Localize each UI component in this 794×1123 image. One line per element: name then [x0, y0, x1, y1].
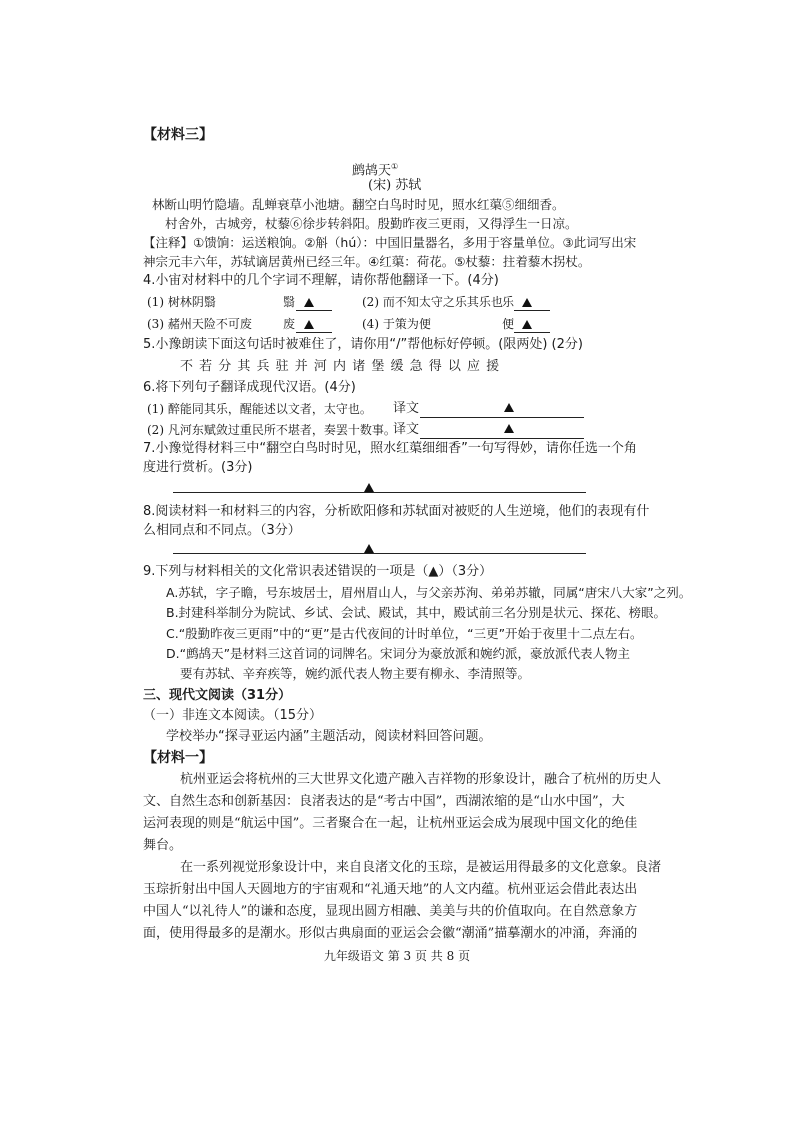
answer-marker-icon	[522, 320, 532, 329]
answer-marker-icon	[304, 320, 314, 329]
paragraph1-line-2: 文、自然生态和创新基因：良渚表达的是“考古中国”，西湖浓缩的是“山水中国”，大	[143, 794, 625, 809]
q6-translation-label-2: 译文	[393, 422, 420, 437]
paragraph1-line-3: 运河表现的则是“航运中国”。三者聚合在一起，让杭州亚运会成为展现中国文化的绝佳	[143, 816, 638, 831]
q4-answer-line-2[interactable]	[514, 310, 550, 311]
page-footer: 九年级语文 第 3 页 共 8 页	[323, 949, 471, 963]
poem-line-2: 村舍外，古城旁，杖藜⑥徐步转斜阳。殷勤昨夜三更雨，又得浮生一日凉。	[165, 216, 578, 231]
answer-marker-icon	[364, 483, 374, 492]
q4-word-4: 便	[502, 317, 515, 331]
q9-option-b[interactable]: B.封建科举制分为院试、乡试、会试、殿试，其中，殿试前三名分别是状元、探花、榜眼。	[166, 605, 667, 620]
answer-marker-icon	[504, 424, 514, 433]
q9-option-c[interactable]: C.“殷勤昨夜三更雨”中的“更”是古代夜间的计时单位，“三更”开始于夜里十二点左右。	[166, 626, 643, 641]
q4-item-3: (3) 赭州天险不可废	[147, 317, 252, 331]
paragraph2-line-2: 玉琮折射出中国人天圆地方的宇宙观和“礼通天地”的人文内蕴。杭州亚运会借此表达出	[143, 882, 638, 897]
q5-sentence: 不 若 分 其 兵 驻 并 河 内 诸 堡 缓 急 得 以 应 援	[180, 359, 501, 374]
q6-item-1: (1) 醉能同其乐，醒能述以文者，太守也。	[147, 402, 372, 416]
q9-option-a[interactable]: A.苏轼，字子瞻，号东坡居士，眉州眉山人，与父亲苏洵、弟弟苏辙，同属“唐宋八大家”之列。	[166, 585, 692, 600]
q9-prompt: 9.下列与材料相关的文化常识表述错误的一项是（▲）（3分）	[143, 564, 493, 579]
q4-item-2: (2) 而不知太守之乐其乐也	[362, 295, 503, 309]
q4-item-4: (4) 于策为便	[362, 317, 431, 331]
q4-word-1: 翳	[283, 295, 296, 309]
paragraph1-line-4: 舞台。	[143, 838, 183, 853]
q9-option-d-line-2: 要有苏轼、辛弃疾等，婉约派代表人物主要有柳永、李清照等。	[180, 666, 531, 681]
q4-answer-line-1[interactable]	[296, 310, 332, 311]
q8-line-2: 么相同点和不同点。（3分）	[143, 523, 301, 538]
q8-answer-line[interactable]	[173, 553, 586, 554]
q6-item-2: (2) 凡河东赋敛过重民所不堪者，奏罢十数事。	[147, 423, 396, 437]
q8-line-1: 8.阅读材料一和材料三的内容，分析欧阳修和苏轼面对被贬的人生逆境，他们的表现有什	[143, 504, 650, 519]
q4-word-2: 乐	[502, 295, 515, 309]
q5-prompt: 5.小豫朗读下面这句话时被难住了，请你用“/”帮他标好停顿。(限两处) (2分)	[143, 337, 583, 352]
answer-marker-icon	[504, 403, 514, 412]
q4-answer-line-3[interactable]	[296, 332, 332, 333]
q6-translation-label-1: 译文	[393, 401, 420, 416]
paragraph2-line-1: 在一系列视觉形象设计中，来自良渚文化的玉琮，是被运用得最多的文化意象。良渚	[180, 860, 662, 875]
poem-line-1: 林断山明竹隐墙。乱蝉衰草小池塘。翻空白鸟时时见，照水红蕖⑤细细香。	[152, 197, 565, 212]
q6-prompt: 6.将下列句子翻译成现代汉语。(4分)	[143, 380, 356, 395]
q7-answer-line[interactable]	[173, 492, 586, 493]
q6-answer-line-1[interactable]	[420, 417, 584, 418]
paragraph2-line-3: 中国人“以礼待人”的谦和态度，显现出圆方相融、美美与共的价值取向。在自然意象方	[143, 904, 638, 919]
answer-marker-icon	[522, 298, 532, 307]
material3-heading: 【材料三】	[143, 127, 213, 143]
q4-item-1: (1) 树林阴翳	[147, 295, 216, 309]
q6-answer-line-2[interactable]	[420, 438, 584, 439]
paragraph2-line-4: 面，使用得最多的是潮水。形似古典扇面的亚运会会徽“潮涌”描摹潮水的冲涌，奔涌的	[143, 926, 638, 941]
poem-title: 鹧鸪天①	[352, 162, 399, 179]
q7-line-2: 度进行赏析。(3分)	[143, 460, 253, 475]
q9-option-d-line-1[interactable]: D.“鹧鸪天”是材料三这首词的词牌名。宋词分为豪放派和婉约派，豪放派代表人物主	[166, 646, 631, 661]
material1-heading: 【材料一】	[143, 750, 213, 766]
poem-author: (宋) 苏轼	[368, 178, 422, 193]
q4-word-3: 废	[283, 317, 296, 331]
section3-intro: 学校举办“探寻亚运内涵”主题活动，阅读材料回答问题。	[166, 729, 492, 744]
section3-subheading: （一）非连文本阅读。（15分）	[143, 708, 323, 723]
notes-line-1: 【注释】①馈饷：运送粮饷。②斛（hú）：中国旧量器名，多用于容量单位。③此词写出宋	[143, 235, 637, 250]
q4-prompt: 4.小宙对材料中的几个字词不理解，请你帮他翻译一下。(4分)	[143, 273, 499, 288]
q7-line-1: 7.小豫觉得材料三中“翻空白鸟时时见，照水红蕖细细香”一句写得妙，请你任选一个角	[143, 441, 637, 456]
section3-heading: 三、现代文阅读（31分）	[143, 688, 292, 703]
answer-marker-icon	[304, 298, 314, 307]
paragraph1-line-1: 杭州亚运会将杭州的三大世界文化遗产融入吉祥物的形象设计，融合了杭州的历史人	[180, 772, 662, 787]
q4-answer-line-4[interactable]	[514, 332, 550, 333]
notes-line-2: 神宗元丰六年，苏轼谪居黄州已经三年。④红蕖：荷花。⑤杖藜：拄着藜木拐杖。	[143, 254, 591, 269]
answer-marker-icon	[364, 544, 374, 553]
